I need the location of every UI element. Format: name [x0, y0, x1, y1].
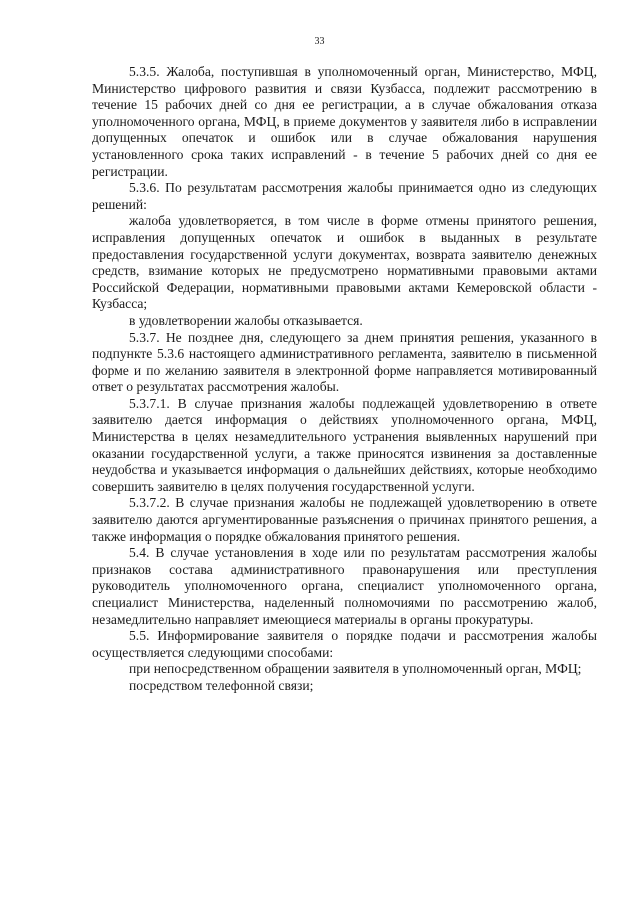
paragraph-complaint-satisfied: жалоба удовлетворяется, в том числе в форме отмены принятого решения, исправления допущенных опечаток и ошибок в выданных в результате предоставления государственной услуги документах, возврата заявителю денежных средств, взимание которых не предусмотрено нормативными правовыми актами Российской Федерации, нормативными правовыми актами Кемеровской области - Кузбасса; [92, 213, 597, 312]
paragraph-5-3-7: 5.3.7. Не позднее дня, следующего за днем принятия решения, указанного в подпункте 5.3.6 настоящего административного регламента, заявителю в письменной форме и по желанию заявителя в электронной форме направляется мотивированный ответ о результатах рассмотрения жалобы. [92, 329, 597, 395]
paragraph-5-3-7-1: 5.3.7.1. В случае признания жалобы подлежащей удовлетворению в ответе заявителю дается информация о действиях уполномоченного органа, МФЦ, Министерства в целях незамедлительного устранения выявленных нарушений при оказании государственной услуги, а также приносятся извинения за доставленные неудобства и указывается информация о дальнейших действиях, которые необходимо совершить заявителю в целях получения государственной услуги. [92, 395, 597, 494]
paragraph-5-5: 5.5. Информирование заявителя о порядке подачи и рассмотрения жалобы осуществляется следующими способами: [92, 628, 597, 660]
paragraph-5-3-7-2: 5.3.7.2. В случае признания жалобы не подлежащей удовлетворению в ответе заявителю даются аргументированные разъяснения о причинах принятого решения, а также информация о порядке обжалования принятого решения. [92, 495, 597, 544]
document-body [92, 64, 597, 695]
paragraph-5-4: 5.4. В случае установления в ходе или по результатам рассмотрения жалобы признаков состава административного правонарушения или преступления руководитель уполномоченного органа, специалист уполномоченного органа, специалист Министерства, наделенный полномочиями по рассмотрению жалоб, незамедлительно направляет имеющиеся материалы в органы прокуратуры. [92, 545, 597, 627]
paragraph-5-3-5: 5.3.5. Жалоба, поступившая в уполномоченный орган, Министерство, МФЦ, Министерство цифрового развития и связи Кузбасса, подлежит рассмотрению в течение 15 рабочих дней со дня ее регистрации, а в случае обжалования отказа уполномоченного органа, МФЦ, в приеме документов у заявителя либо в исправлении допущенных опечаток и ошибок или в случае обжалования нарушения установленного срока таких исправлений - в течение 5 рабочих дней со дня ее регистрации. [92, 64, 597, 179]
paragraph-5-3-6: 5.3.6. По результатам рассмотрения жалобы принимается одно из следующих решений: [92, 180, 597, 212]
paragraph-direct-appeal: при непосредственном обращении заявителя в уполномоченный орган, МФЦ; [129, 661, 582, 677]
paragraph-complaint-rejected: в удовлетворении жалобы отказывается. [129, 312, 363, 328]
paragraph-telephone: посредством телефонной связи; [129, 677, 314, 693]
page-number: 33 [314, 36, 325, 47]
